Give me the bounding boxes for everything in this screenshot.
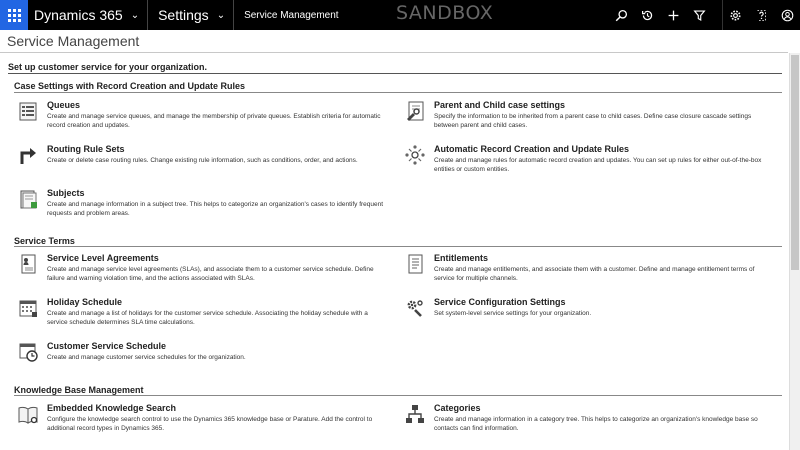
app-name: Dynamics 365 <box>34 7 123 23</box>
parent-child-title: Parent and Child case settings <box>434 100 566 110</box>
user-icon <box>781 9 794 22</box>
entitlements-link[interactable] <box>402 253 772 283</box>
plus-icon <box>667 9 680 22</box>
parent-child-case-settings-link[interactable] <box>402 100 772 130</box>
create-new-button[interactable] <box>660 0 686 30</box>
subjects-link[interactable] <box>15 188 385 218</box>
wrench-document-icon <box>404 100 426 122</box>
service-config-description: Set system-level service settings for your organization. <box>434 310 592 317</box>
knowledge-search-description: Configure the knowledge search control to use the Dynamics 365 knowledge base or Parature. Add the control to additional record types in Dynamics 365. <box>47 416 373 432</box>
section-heading-case-settings: Case Settings with Record Creation and Update Rules <box>14 81 246 91</box>
breadcrumb[interactable]: Service Management <box>244 9 339 21</box>
gear-wrench-icon <box>404 297 426 319</box>
categories-title: Categories <box>434 403 481 413</box>
holiday-schedule-title: Holiday Schedule <box>47 297 123 307</box>
area-name: Settings <box>158 7 209 23</box>
section-heading-knowledge-base: Knowledge Base Management <box>14 385 144 395</box>
holiday-schedule-description: Create and manage a list of holidays for the customer service schedule. Associating the holiday schedule with a service schedule determines SLA time calculations. <box>47 310 368 326</box>
subtitle-divider <box>8 73 782 74</box>
search-button[interactable] <box>608 0 634 30</box>
scrollbar-thumb[interactable] <box>791 55 799 270</box>
section-heading-service-terms: Service Terms <box>14 236 75 246</box>
history-icon <box>641 9 654 22</box>
advanced-find-button[interactable] <box>686 0 712 30</box>
service-configuration-settings-link[interactable] <box>402 297 772 323</box>
app-switcher[interactable] <box>28 0 147 30</box>
page-subtitle: Set up customer service for your organization. <box>8 62 208 72</box>
queues-description: Create and manage service queues, and manage the membership of private queues. Establish criteria for automatic record creation and updates. <box>47 113 381 129</box>
page-title: Service Management <box>7 33 140 49</box>
top-icon-group <box>608 0 800 30</box>
routing-rule-sets-link[interactable] <box>15 144 385 170</box>
environment-label: SANDBOX <box>396 2 494 24</box>
subjects-book-icon <box>17 188 39 210</box>
user-profile-button[interactable] <box>774 0 800 30</box>
knowledge-book-icon <box>17 403 39 425</box>
filter-icon <box>693 9 706 22</box>
routing-rule-sets-description: Create or delete case routing rules. Change existing rule information, such as conditions, order, and actions. <box>47 157 358 164</box>
section-divider <box>14 92 782 93</box>
holiday-schedule-link[interactable] <box>15 297 385 327</box>
queue-list-icon <box>17 100 39 122</box>
sla-document-icon <box>17 253 39 275</box>
categories-description: Create and manage information in a category tree. This helps to categorize an organization's knowledge base so contacts can find information. <box>434 416 758 432</box>
queues-title: Queues <box>47 100 81 110</box>
customer-service-schedule-description: Create and manage customer service schedules for the organization. <box>47 354 246 361</box>
record-rules-icon <box>404 144 426 166</box>
embedded-knowledge-search-link[interactable] <box>15 403 385 433</box>
chevron-down-icon: ⌄ <box>130 9 140 21</box>
customer-service-schedule-title: Customer Service Schedule <box>47 341 167 351</box>
search-icon <box>615 9 628 22</box>
chevron-down-icon: ⌄ <box>216 9 226 21</box>
categories-link[interactable] <box>402 403 772 433</box>
parent-child-description: Specify the information to be inherited from a parent case to child cases. Define case closure cascade settings between parent and child cases. <box>434 113 752 129</box>
service-level-agreements-link[interactable] <box>15 253 385 283</box>
settings-button[interactable] <box>722 0 748 30</box>
service-config-title: Service Configuration Settings <box>434 297 566 307</box>
waffle-icon <box>8 9 21 22</box>
area-switcher[interactable] <box>148 0 233 30</box>
app-launcher-button[interactable] <box>0 0 28 30</box>
gear-icon <box>729 9 742 22</box>
sla-description: Create and manage service level agreements (SLAs), and associate them to a customer service schedule. Define failure and warning violation time, and the actions associated with SLAs. <box>47 266 374 282</box>
help-button[interactable] <box>748 0 774 30</box>
knowledge-search-title: Embedded Knowledge Search <box>47 403 177 413</box>
calendar-icon <box>17 297 39 319</box>
section-divider <box>14 246 782 247</box>
customer-service-schedule-link[interactable] <box>15 341 385 367</box>
automatic-record-description: Create and manage rules for automatic record creation and updates. You can set up rules for either out-of-the-box entities or custom entities. <box>434 157 762 173</box>
sla-title: Service Level Agreements <box>47 253 159 263</box>
category-tree-icon <box>404 403 426 425</box>
recent-records-button[interactable] <box>634 0 660 30</box>
section-divider <box>14 395 782 396</box>
entitlements-title: Entitlements <box>434 253 489 263</box>
automatic-record-creation-link[interactable] <box>402 144 772 174</box>
routing-arrow-icon <box>17 144 39 166</box>
subjects-description: Create and manage information in a subject tree. This helps to categorize an organization's cases to identify frequent requests and problem areas. <box>47 201 384 217</box>
help-icon <box>755 9 768 22</box>
schedule-clock-icon <box>17 341 39 363</box>
automatic-record-title: Automatic Record Creation and Update Rules <box>434 144 630 154</box>
top-nav-bar <box>0 0 800 30</box>
subjects-title: Subjects <box>47 188 85 198</box>
queues-link[interactable] <box>15 100 385 130</box>
entitlements-description: Create and manage entitlements, and associate them with a customer. Define and manage entitlement terms of service for multiple channels. <box>434 266 755 282</box>
routing-rule-sets-title: Routing Rule Sets <box>47 144 125 154</box>
title-divider <box>0 52 788 53</box>
entitlement-document-icon <box>404 253 426 275</box>
